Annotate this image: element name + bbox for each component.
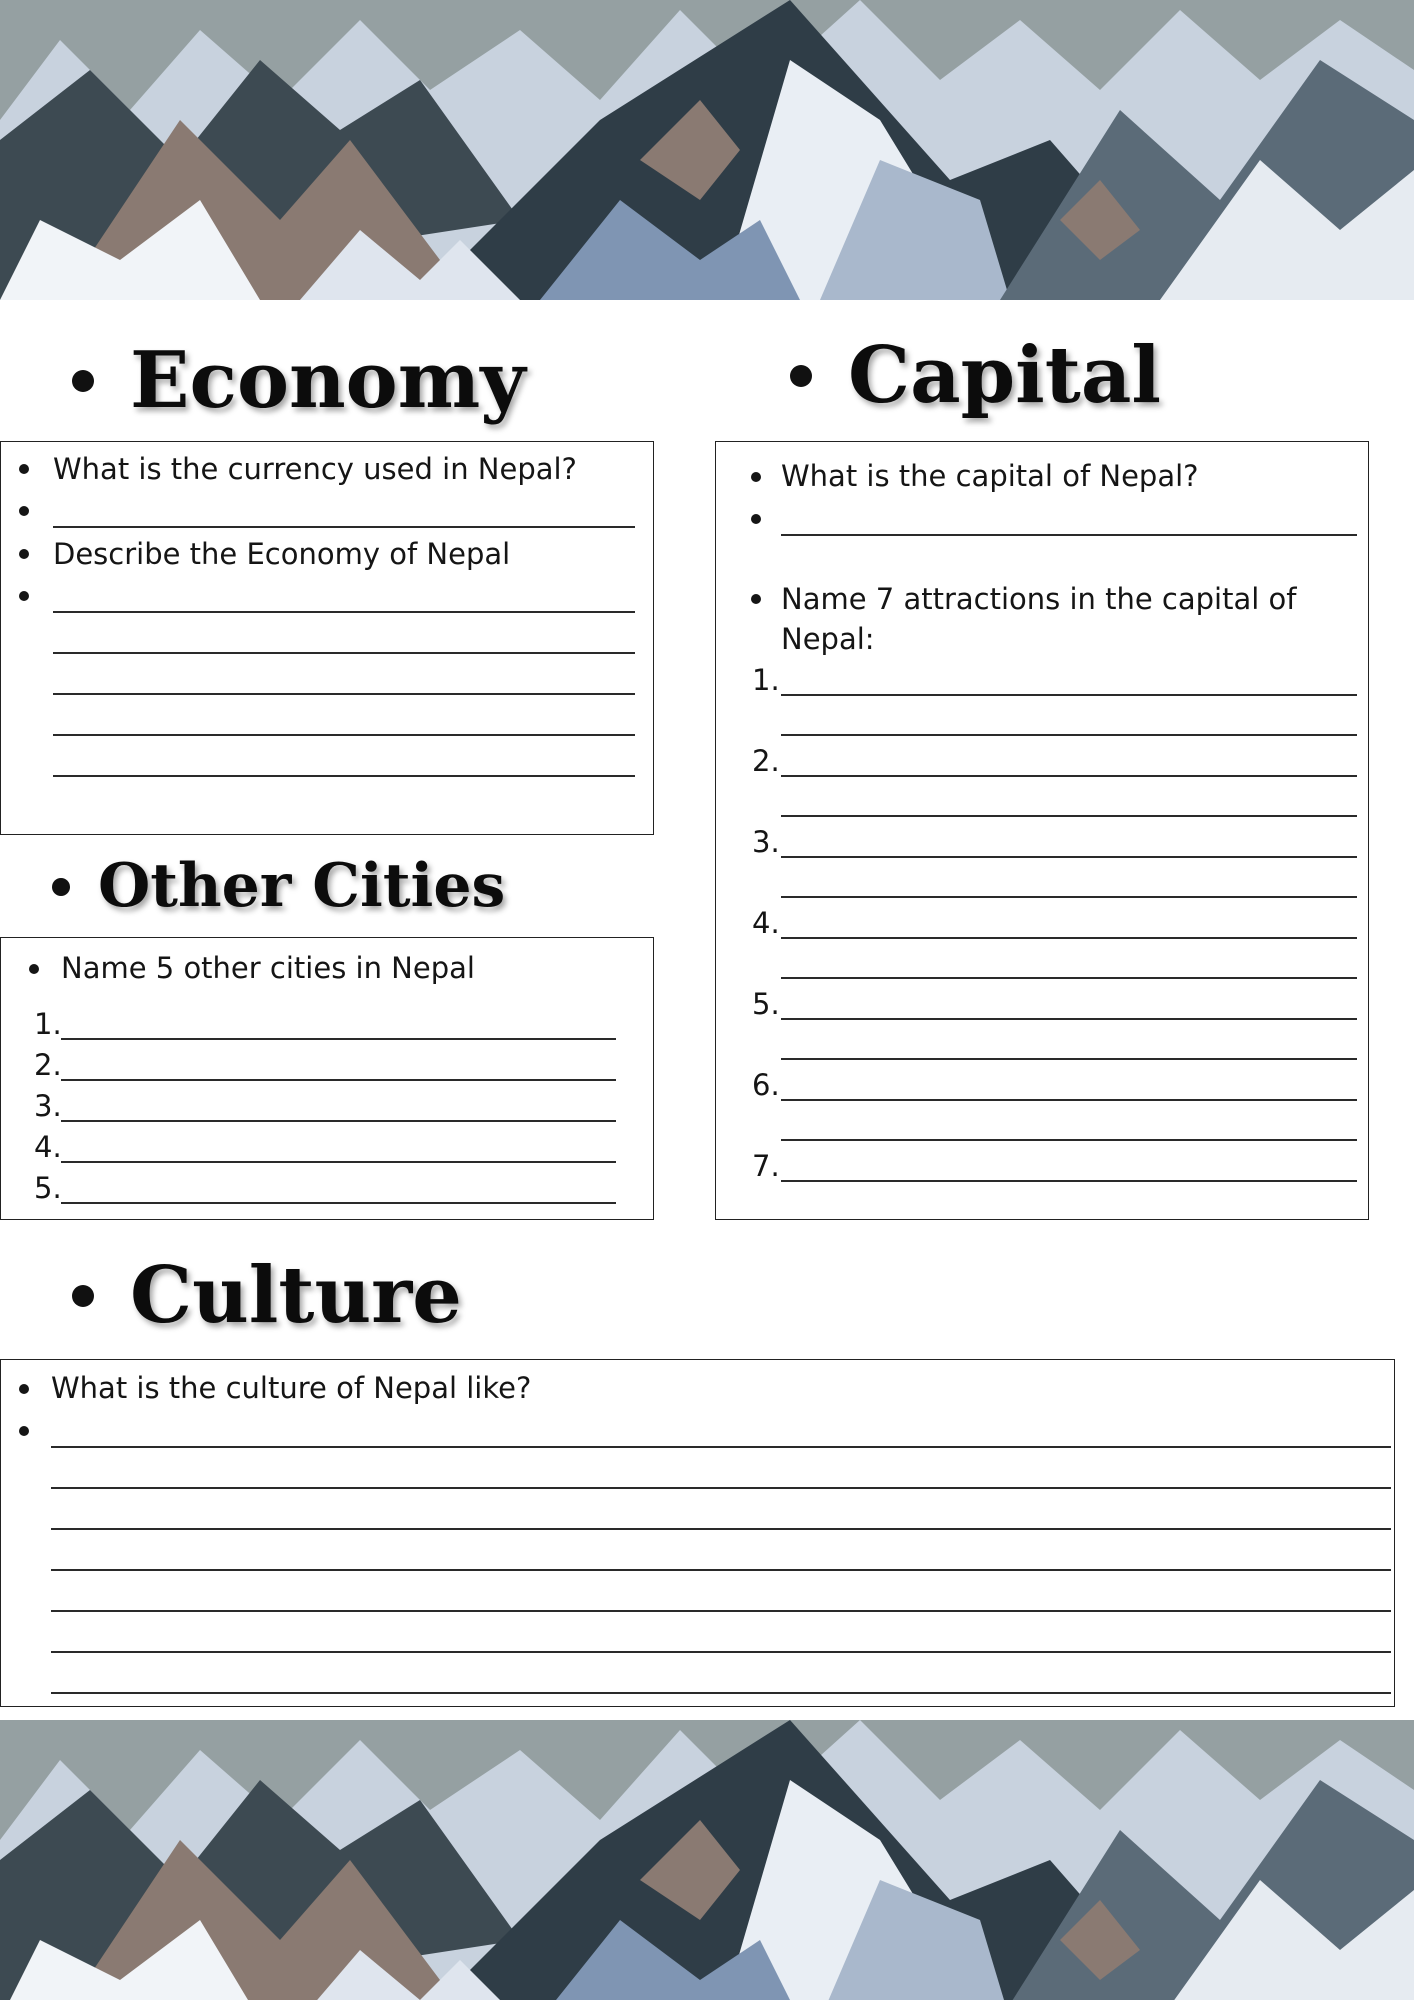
answer-line[interactable]: [61, 1079, 616, 1081]
attraction-number: 4.: [752, 906, 780, 940]
capital-heading-text: Capital: [848, 330, 1161, 421]
answer-line[interactable]: [51, 1651, 1391, 1653]
city-number: 1.: [34, 1007, 62, 1041]
economy-box: [0, 441, 654, 835]
answer-line[interactable]: [781, 896, 1357, 898]
mountain-illustration: [0, 1720, 1414, 2000]
answer-line[interactable]: [781, 1139, 1357, 1141]
list-bullet: [19, 591, 29, 601]
list-bullet: [19, 549, 29, 559]
attraction-number: 2.: [752, 744, 780, 778]
other-cities-heading-text: Other Cities: [98, 851, 506, 921]
attraction-number: 5.: [752, 987, 780, 1021]
answer-line[interactable]: [781, 1180, 1357, 1182]
answer-line[interactable]: [53, 652, 635, 654]
answer-line[interactable]: [781, 775, 1357, 777]
capital-question-attractions-line1: Name 7 attractions in the capital of: [781, 582, 1297, 616]
answer-line[interactable]: [53, 734, 635, 736]
mountain-illustration: [0, 0, 1414, 300]
answer-line[interactable]: [781, 856, 1357, 858]
list-bullet: [19, 1426, 29, 1436]
list-bullet: [19, 1384, 29, 1394]
answer-line[interactable]: [781, 1018, 1357, 1020]
answer-line[interactable]: [51, 1487, 1391, 1489]
answer-line[interactable]: [61, 1120, 616, 1122]
list-bullet: [751, 594, 761, 604]
attraction-number: 6.: [752, 1068, 780, 1102]
answer-line[interactable]: [51, 1692, 1391, 1694]
economy-question-currency: What is the currency used in Nepal?: [53, 452, 577, 486]
economy-question-describe: Describe the Economy of Nepal: [53, 537, 511, 571]
answer-line[interactable]: [61, 1161, 616, 1163]
answer-line[interactable]: [781, 815, 1357, 817]
capital-question-attractions-line2: Nepal:: [781, 622, 875, 656]
answer-line[interactable]: [53, 526, 635, 528]
heading-bullet: [72, 1285, 94, 1307]
attraction-number: 1.: [752, 663, 780, 697]
culture-heading-text: Culture: [130, 1250, 462, 1341]
answer-line[interactable]: [781, 694, 1357, 696]
answer-line[interactable]: [51, 1610, 1391, 1612]
heading-bullet: [52, 878, 70, 896]
heading-bullet: [790, 365, 812, 387]
answer-line[interactable]: [51, 1446, 1391, 1448]
capital-question-name: What is the capital of Nepal?: [781, 459, 1199, 493]
city-number: 2.: [34, 1048, 62, 1082]
city-number: 4.: [34, 1130, 62, 1164]
other-cities-box: [0, 937, 654, 1220]
capital-box: [715, 441, 1369, 1220]
culture-heading: [72, 1248, 462, 1344]
list-bullet: [29, 964, 39, 974]
answer-line[interactable]: [781, 1099, 1357, 1101]
economy-heading-text: Economy: [130, 335, 526, 426]
attraction-number: 7.: [752, 1149, 780, 1183]
heading-bullet: [72, 370, 94, 392]
economy-heading: [72, 333, 526, 429]
capital-heading: [790, 328, 1161, 424]
answer-line[interactable]: [781, 534, 1357, 536]
city-number: 3.: [34, 1089, 62, 1123]
answer-line[interactable]: [51, 1528, 1391, 1530]
answer-line[interactable]: [781, 734, 1357, 736]
culture-box: [0, 1359, 1395, 1707]
city-number: 5.: [34, 1171, 62, 1205]
mountain-banner-bottom: [0, 1720, 1414, 2000]
answer-line[interactable]: [53, 611, 635, 613]
list-bullet: [751, 472, 761, 482]
answer-line[interactable]: [781, 1058, 1357, 1060]
culture-question: What is the culture of Nepal like?: [51, 1371, 532, 1405]
list-bullet: [19, 506, 29, 516]
answer-line[interactable]: [61, 1038, 616, 1040]
answer-line[interactable]: [781, 937, 1357, 939]
answer-line[interactable]: [53, 693, 635, 695]
answer-line[interactable]: [61, 1202, 616, 1204]
other-cities-heading: [52, 848, 505, 924]
mountain-banner-top: [0, 0, 1414, 300]
answer-line[interactable]: [781, 977, 1357, 979]
list-bullet: [751, 514, 761, 524]
list-bullet: [19, 464, 29, 474]
answer-line[interactable]: [53, 775, 635, 777]
answer-line[interactable]: [51, 1569, 1391, 1571]
attraction-number: 3.: [752, 825, 780, 859]
other-cities-question: Name 5 other cities in Nepal: [61, 951, 475, 985]
